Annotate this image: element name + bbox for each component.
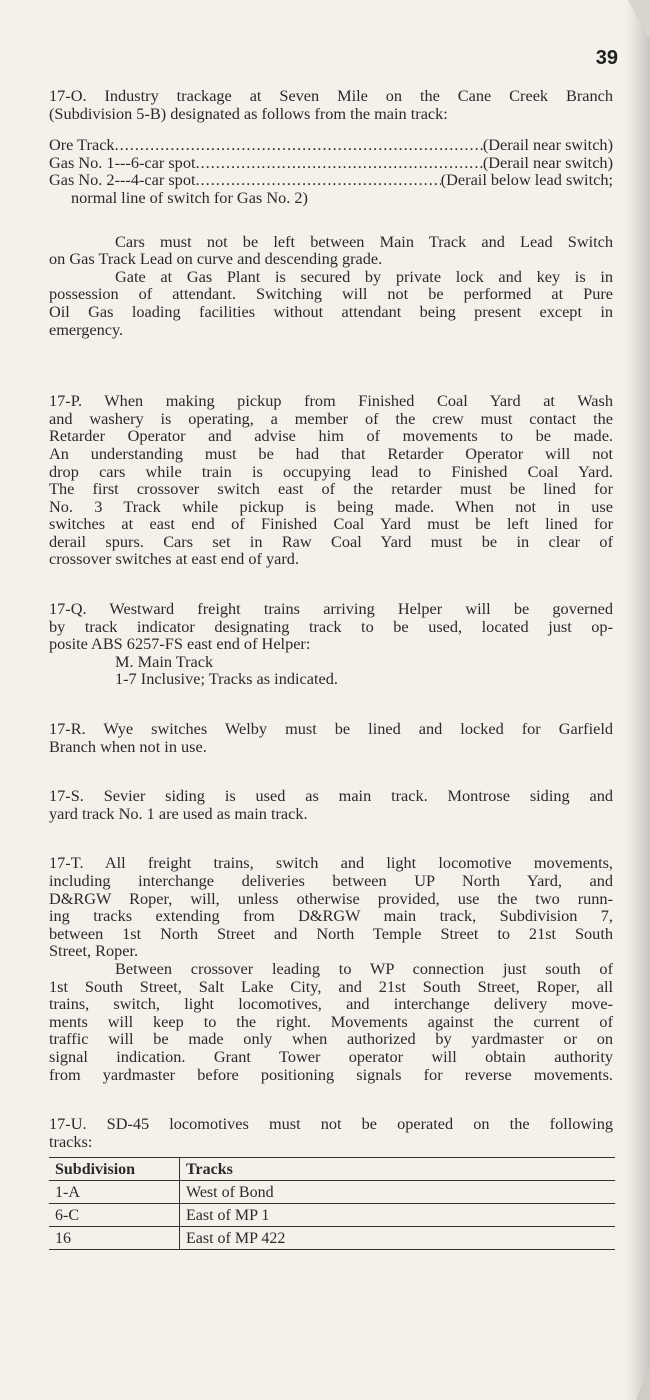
track-name: Gas No. 2---4-car spot (49, 170, 196, 190)
section-17-r (49, 720, 613, 755)
section-17-p-line: drop cars while train is occupying lead to Finished Coal Yard. (49, 461, 613, 481)
section-17-p-line: 17-P. When making pickup from Finished Coal Yard at Wash (49, 391, 613, 411)
section-17-p-line: and washery is operating, a member of the crew must contact the (49, 408, 613, 428)
cell-subdivision: 6-C (49, 1204, 180, 1227)
track-note: (Derail near switch) (482, 152, 613, 172)
section-17-t-line: ing tracks extending from D&RGW main track, Subdivision 7, (49, 906, 613, 926)
section-17-r-line-2: Branch when not in use. (49, 736, 207, 756)
section-17-u (49, 1115, 613, 1250)
table-header-row (49, 1158, 615, 1181)
section-17-q-line: 17-Q. Westward freight trains arriving Helper will be governed (49, 599, 613, 619)
section-17-o-para-2-line-1: Cars must not be left between Main Track and Lead Switch (115, 231, 613, 251)
section-17-u-line-1: 17-U. SD-45 locomotives must not be operated on the following (49, 1114, 613, 1134)
page-content (49, 87, 613, 1268)
track-note: (Derail near switch) (482, 135, 613, 155)
cell-tracks: West of Bond (180, 1181, 616, 1204)
section-17-o-line-2: (Subdivision 5-B) designated as follows from the main track: (49, 103, 448, 123)
section-17-p-line: switches at east end of Finished Coal Yard must be left lined for (49, 514, 613, 534)
section-17-p-line: derail spurs. Cars set in Raw Coal Yard must be in clear of (49, 531, 613, 551)
track-name: Gas No. 1---6-car spot (49, 152, 196, 172)
section-17-o (49, 87, 613, 338)
section-17-p-line: The first crossover switch east of the retarder must be lined for (49, 479, 613, 499)
section-17-p-line: An understanding must be had that Retarder Operator will not (49, 443, 613, 463)
section-17-t (49, 854, 613, 1083)
section-17-u-line-2: tracks: (49, 1131, 93, 1151)
table-row (49, 1204, 615, 1227)
section-17-p-line: No. 3 Track while pickup is being made. When not in use (49, 496, 613, 516)
section-17-s (49, 787, 613, 822)
section-17-t-para-2-line: from yardmaster before positioning signals for reverse movements. (49, 1064, 613, 1084)
page-bottom-curl (636, 1366, 650, 1400)
cell-tracks: East of MP 422 (180, 1227, 616, 1250)
sd45-restriction-table (49, 1157, 615, 1250)
track-row-ore (49, 136, 613, 154)
section-17-o-para-2-line-2: on Gas Track Lead on curve and descending grade. (49, 249, 383, 269)
page-number: 39 (595, 47, 618, 69)
section-17-t-line: D&RGW Roper, will, unless otherwise provided, use the two runn- (49, 888, 613, 908)
track-note: (Derail below lead switch; (440, 170, 613, 190)
section-17-t-last: Street, Roper. (49, 941, 139, 961)
dot-leader (115, 136, 483, 154)
section-17-t-para-2-line: ments will keep to the right. Movements against the current of (49, 1011, 613, 1031)
table-row (49, 1181, 615, 1204)
section-17-t-line: including interchange deliveries between UP North Yard, and (49, 871, 613, 890)
section-17-t-para-2-line: signal indication. Grant Tower operator will obtain authority (49, 1046, 613, 1066)
section-17-s-line-2: yard track No. 1 are used as main track. (49, 803, 308, 823)
section-17-s-line-1: 17-S. Sevier siding is used as main track. Montrose siding and (49, 786, 613, 806)
section-17-t-line: 17-T. All freight trains, switch and light locomotive movements, (49, 853, 613, 873)
page-corner-curl (628, 0, 650, 40)
cell-subdivision: 1-A (49, 1181, 180, 1204)
track-row-gas-2 (49, 171, 613, 189)
section-17-r-line-1: 17-R. Wye switches Welby must be lined and locked for Garfield (49, 719, 613, 739)
column-header-tracks: Tracks (180, 1158, 616, 1181)
dot-leader (195, 154, 482, 172)
section-17-o-para-3-last: emergency. (49, 319, 124, 339)
section-17-p-last: crossover switches at east end of yard. (49, 549, 300, 569)
section-17-o-para-3-line-2: possession of attendant. Switching will not be performed at Pure (49, 284, 613, 304)
table-row (49, 1227, 615, 1250)
track-row-gas-1 (49, 154, 613, 172)
section-17-q-item: M. Main Track (115, 651, 214, 671)
section-17-t-para-2-line: Between crossover leading to WP connection just south of (115, 958, 613, 978)
section-17-q (49, 600, 613, 688)
section-17-q-last: posite ABS 6257-FS east end of Helper: (49, 634, 311, 654)
section-17-t-para-2-line: 1st South Street, Salt Lake City, and 21st South Street, Roper, all (49, 976, 613, 996)
section-17-q-item: 1-7 Inclusive; Tracks as indicated. (115, 669, 338, 689)
section-17-o-line-1: 17-O. Industry trackage at Seven Mile on the Cane Creek Branch (49, 86, 613, 105)
section-17-t-line: between 1st North Street and North Temple Street to 21st South (49, 923, 613, 943)
dot-leader (195, 171, 440, 189)
cell-tracks: East of MP 1 (180, 1204, 616, 1227)
section-17-p (49, 392, 613, 568)
section-17-p-line: Retarder Operator and advise him of movements to be made. (49, 426, 613, 446)
track-row-gas-2-continued: normal line of switch for Gas No. 2) (71, 187, 308, 207)
section-17-o-para-3-line-1: Gate at Gas Plant is secured by private lock and key is in (115, 266, 613, 286)
section-17-o-para-3-line-3: Oil Gas loading facilities without attendant being present except in (49, 301, 613, 321)
section-17-t-para-2-line: trains, switch, light locomotives, and interchange delivery move- (49, 994, 613, 1014)
page-edge-shadow (624, 0, 650, 1400)
track-name: Ore Track (49, 135, 115, 155)
column-header-subdivision: Subdivision (49, 1158, 180, 1181)
section-17-q-line: by track indicator designating track to be used, located just op- (49, 616, 613, 636)
section-17-t-para-2-line: traffic will be made only when authorized by yardmaster or on (49, 1029, 613, 1049)
cell-subdivision: 16 (49, 1227, 180, 1250)
